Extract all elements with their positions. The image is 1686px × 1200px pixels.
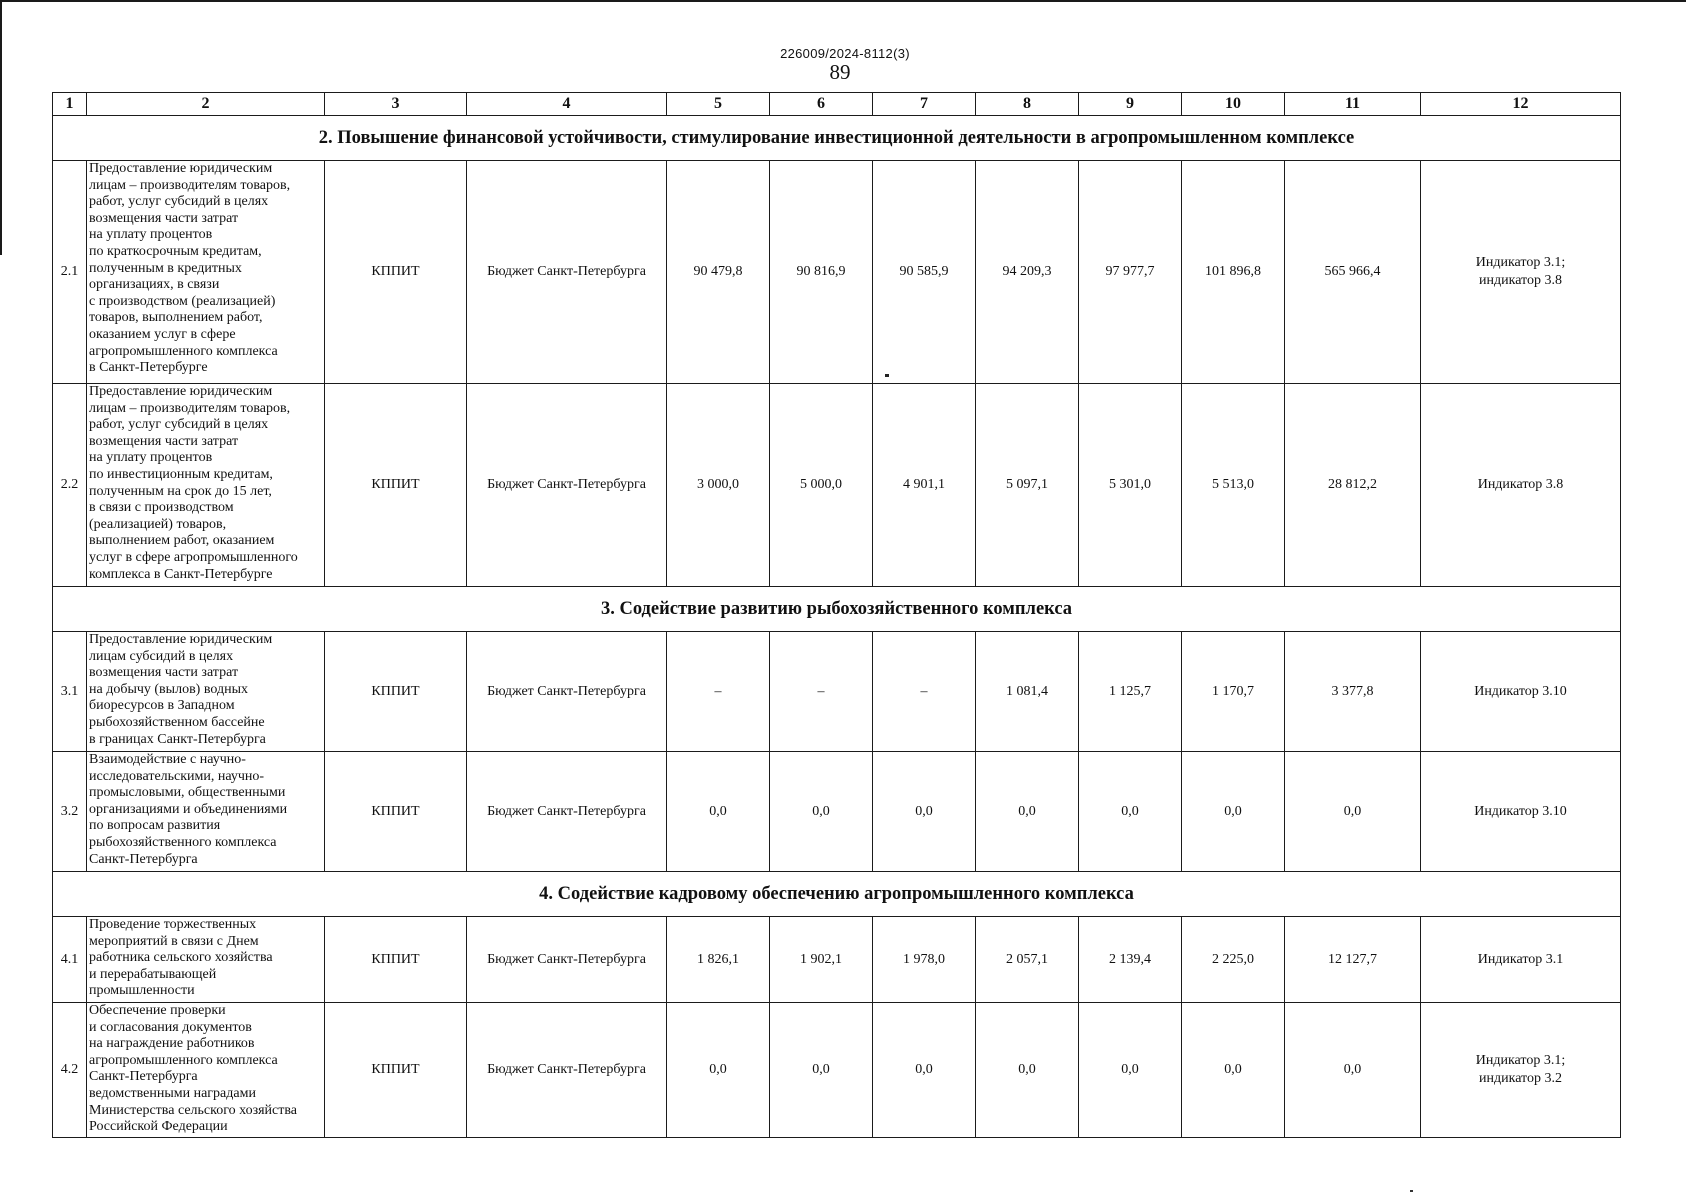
activity-description: Предоставление юридическим лицам субсидий в целях возмещения части затрат на добычу (вылов) водных биоресурсов в Западном рыбохозяйственном бассейне в границах Санкт-Петербурга xyxy=(87,632,325,752)
value-cell: 0,0 xyxy=(1182,752,1285,872)
column-header: 2 xyxy=(87,93,325,116)
column-header: 8 xyxy=(976,93,1079,116)
column-header: 6 xyxy=(770,93,873,116)
column-header: 7 xyxy=(873,93,976,116)
value-cell: 0,0 xyxy=(976,752,1079,872)
value-cell: 3 000,0 xyxy=(667,384,770,587)
executor: КППИТ xyxy=(325,161,467,384)
value-cell: 1 978,0 xyxy=(873,917,976,1003)
section-row xyxy=(53,116,1621,161)
indicator: Индикатор 3.10 xyxy=(1421,632,1621,752)
value-cell: 0,0 xyxy=(667,1003,770,1138)
section-row xyxy=(53,872,1621,917)
scan-edge-top xyxy=(0,0,1686,2)
activity-description: Предоставление юридическим лицам – производителям товаров, работ, услуг субсидий в целях возмещения части затрат на уплату процентов по краткосрочным кредитам, полученным в кредитных организациях, в связи с производством (реализацией) товаров, выполнением работ, оказанием услуг в сфере агропромышленного комплекса в Санкт-Петербурге xyxy=(87,161,325,384)
indicator: Индикатор 3.10 xyxy=(1421,752,1621,872)
funding-source: Бюджет Санкт-Петербурга xyxy=(467,384,667,587)
indicator: Индикатор 3.8 xyxy=(1421,384,1621,587)
value-total: 0,0 xyxy=(1285,752,1421,872)
executor: КППИТ xyxy=(325,384,467,587)
program-table xyxy=(52,92,1621,1138)
funding-source: Бюджет Санкт-Петербурга xyxy=(467,161,667,384)
column-header-row xyxy=(53,93,1621,116)
column-header: 11 xyxy=(1285,93,1421,116)
document-reg-number: 226009/2024-8112(3) xyxy=(780,46,910,61)
value-cell: 90 479,8 xyxy=(667,161,770,384)
value-cell: 1 125,7 xyxy=(1079,632,1182,752)
value-total: 12 127,7 xyxy=(1285,917,1421,1003)
value-cell: 4 901,1 xyxy=(873,384,976,587)
funding-source: Бюджет Санкт-Петербурга xyxy=(467,632,667,752)
value-total: 28 812,2 xyxy=(1285,384,1421,587)
value-cell: – xyxy=(770,632,873,752)
value-cell: 0,0 xyxy=(667,752,770,872)
row-number: 3.2 xyxy=(53,752,87,872)
value-cell: 97 977,7 xyxy=(1079,161,1182,384)
table-row xyxy=(53,161,1621,384)
value-cell: – xyxy=(873,632,976,752)
indicator: Индикатор 3.1; индикатор 3.8 xyxy=(1421,161,1621,384)
executor: КППИТ xyxy=(325,917,467,1003)
value-total: 0,0 xyxy=(1285,1003,1421,1138)
activity-description: Обеспечение проверки и согласования документов на награждение работников агропромышленного комплекса Санкт-Петербурга ведомственными наградами Министерства сельского хозяйства Российской Федерации xyxy=(87,1003,325,1138)
value-cell: – xyxy=(667,632,770,752)
row-number: 3.1 xyxy=(53,632,87,752)
scan-edge-left xyxy=(0,0,2,255)
column-header: 10 xyxy=(1182,93,1285,116)
value-cell: 1 826,1 xyxy=(667,917,770,1003)
column-header: 1 xyxy=(53,93,87,116)
activity-description: Предоставление юридическим лицам – производителям товаров, работ, услуг субсидий в целях возмещения части затрат на уплату процентов по инвестиционным кредитам, полученным на срок до 15 лет, в связи с производством (реализацией) товаров, выполнением работ, оказанием услуг в сфере агропромышленного комплекса в Санкт-Петербурге xyxy=(87,384,325,587)
scan-speck xyxy=(1410,1190,1413,1192)
column-header: 4 xyxy=(467,93,667,116)
scan-speck xyxy=(885,374,889,377)
activity-description: Взаимодействие с научно- исследовательскими, научно- промысловыми, общественными организациями и объединениями по вопросам развития рыбохозяйственного комплекса Санкт-Петербурга xyxy=(87,752,325,872)
value-cell: 5 513,0 xyxy=(1182,384,1285,587)
value-cell: 0,0 xyxy=(770,752,873,872)
row-number: 4.1 xyxy=(53,917,87,1003)
section-title: 4. Содействие кадровому обеспечению агропромышленного комплекса xyxy=(53,872,1621,917)
value-cell: 0,0 xyxy=(873,1003,976,1138)
row-number: 2.1 xyxy=(53,161,87,384)
value-cell: 0,0 xyxy=(1079,1003,1182,1138)
indicator: Индикатор 3.1; индикатор 3.2 xyxy=(1421,1003,1621,1138)
table-row xyxy=(53,384,1621,587)
value-cell: 0,0 xyxy=(770,1003,873,1138)
executor: КППИТ xyxy=(325,632,467,752)
section-title: 3. Содействие развитию рыбохозяйственного комплекса xyxy=(53,587,1621,632)
column-header: 3 xyxy=(325,93,467,116)
value-cell: 1 170,7 xyxy=(1182,632,1285,752)
executor: КППИТ xyxy=(325,1003,467,1138)
value-total: 3 377,8 xyxy=(1285,632,1421,752)
row-number: 2.2 xyxy=(53,384,87,587)
funding-source: Бюджет Санкт-Петербурга xyxy=(467,917,667,1003)
column-header: 5 xyxy=(667,93,770,116)
table-row xyxy=(53,752,1621,872)
value-cell: 90 585,9 xyxy=(873,161,976,384)
value-cell: 2 139,4 xyxy=(1079,917,1182,1003)
value-cell: 90 816,9 xyxy=(770,161,873,384)
column-header: 12 xyxy=(1421,93,1621,116)
section-title: 2. Повышение финансовой устойчивости, стимулирование инвестиционной деятельности в агропромышленном комплексе xyxy=(53,116,1621,161)
value-cell: 1 081,4 xyxy=(976,632,1079,752)
value-cell: 0,0 xyxy=(873,752,976,872)
table-row xyxy=(53,1003,1621,1138)
executor: КППИТ xyxy=(325,752,467,872)
indicator: Индикатор 3.1 xyxy=(1421,917,1621,1003)
value-cell: 0,0 xyxy=(1182,1003,1285,1138)
value-cell: 0,0 xyxy=(976,1003,1079,1138)
table-row xyxy=(53,632,1621,752)
activity-description: Проведение торжественных мероприятий в связи с Днем работника сельского хозяйства и перерабатывающей промышленности xyxy=(87,917,325,1003)
value-cell: 2 057,1 xyxy=(976,917,1079,1003)
row-number: 4.2 xyxy=(53,1003,87,1138)
page-number: 89 xyxy=(829,60,851,84)
value-cell: 101 896,8 xyxy=(1182,161,1285,384)
funding-source: Бюджет Санкт-Петербурга xyxy=(467,752,667,872)
column-header: 9 xyxy=(1079,93,1182,116)
value-cell: 2 225,0 xyxy=(1182,917,1285,1003)
section-row xyxy=(53,587,1621,632)
funding-source: Бюджет Санкт-Петербурга xyxy=(467,1003,667,1138)
value-cell: 94 209,3 xyxy=(976,161,1079,384)
value-cell: 0,0 xyxy=(1079,752,1182,872)
value-cell: 5 301,0 xyxy=(1079,384,1182,587)
value-total: 565 966,4 xyxy=(1285,161,1421,384)
table-row xyxy=(53,917,1621,1003)
value-cell: 1 902,1 xyxy=(770,917,873,1003)
value-cell: 5 097,1 xyxy=(976,384,1079,587)
value-cell: 5 000,0 xyxy=(770,384,873,587)
